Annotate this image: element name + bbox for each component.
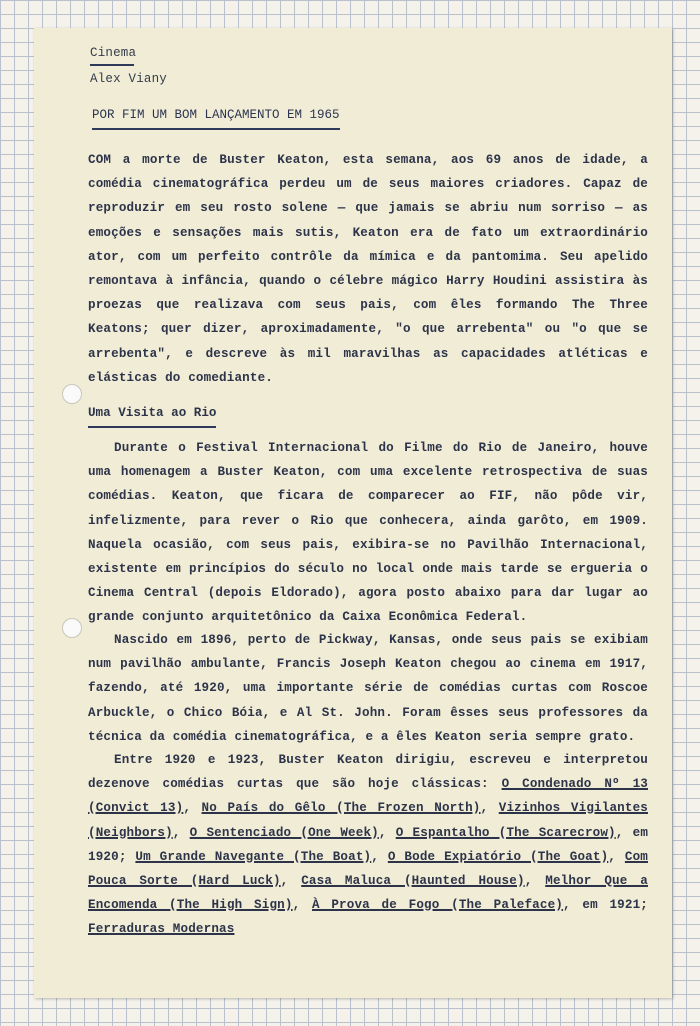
- film-title: O Espantalho (The Scarecrow): [395, 825, 616, 840]
- separator: ,: [524, 874, 546, 889]
- film-title: O Bode Expiatório (The Goat): [387, 849, 609, 864]
- section-label: Cinema: [90, 46, 137, 60]
- article-title: POR FIM UM BOM LANÇAMENTO EM 1965: [92, 108, 340, 130]
- film-title: À Prova de Fogo (The Paleface): [311, 898, 564, 913]
- film-title: Vizinhos Vigilantes (Neighbors): [88, 801, 648, 840]
- section-heading: Uma Visita ao Rio: [88, 406, 216, 428]
- section-underline: [90, 64, 134, 66]
- punch-hole: [62, 384, 82, 404]
- paragraph-4: [88, 748, 648, 942]
- film-title: Melhor Que a Encomenda (The High Sign): [88, 874, 648, 913]
- author-name: Alex Viany: [90, 72, 168, 86]
- separator: ,: [480, 801, 499, 816]
- paragraph-1: COM a morte de Buster Keaton, esta semana, aos 69 anos de idade, a comédia cinematográfica perdeu um de seus maiores criadores. Capaz de reproduzir em seu rosto solene — que jamais se abriu num sorriso — as emoções e sensações mais sutis, Keaton era de fato um extraordinário ator, com um perfeito contrôle da mímica e da pantomima. Seu apelido remontava à infância, quando o célebre mágico Harry Houdini assistira às proezas que realizava com seus pais, com êles formando The Three Keatons; quer dizer, aproximadamente, "o que arrebenta" ou "o que se arrebenta", e descreve às mil maravilhas as capacidades atléticas e elásticas do comediante.: [88, 153, 648, 385]
- film-title: Casa Maluca (Haunted House): [301, 874, 525, 889]
- paragraph-3: Nascido em 1896, perto de Pickway, Kansas, onde seus pais se exibiam num pavilhão ambulante, Francis Joseph Keaton chegou ao cinema em 1917, fazendo, até 1920, uma importante série de comédias curtas com Roscoe Arbuckle, o Chico Bóia, e Al St. John. Foram êsses seus professores da técnica da comédia cinematográfica, e a êles Keaton seria sempre grato.: [88, 633, 648, 744]
- separator: , em 1921;: [563, 898, 649, 913]
- paragraph-2: Durante o Festival Internacional do Filme do Rio de Janeiro, houve uma homenagem a Buster Keaton, com uma excelente retrospectiva de suas comédias. Keaton, que ficara de comparecer ao FIF, não pôde vir, infelizmente, para rever o Rio que conhecera, ainda garôto, em 1909. Naquela ocasião, com seus pais, exibira-se no Pavilhão Internacional, existente em princípios do século no local onde mais tarde se ergueria o Cinema Central (depois Eldorado), agora posto abaixo para dar lugar ao grande conjunto arquitetônico da Caixa Econômica Federal.: [88, 441, 648, 625]
- punch-hole: [62, 618, 82, 638]
- separator: ,: [280, 874, 302, 889]
- separator: ,: [378, 825, 396, 840]
- film-title: Ferraduras Modernas: [88, 922, 235, 937]
- film-title: Com Pouca Sorte (Hard Luck): [88, 849, 648, 889]
- film-title: Um Grande Navegante (The Boat): [135, 849, 372, 864]
- film-title: No País do Gêlo (The Frozen North): [201, 801, 481, 816]
- separator: ,: [183, 801, 202, 816]
- separator: , em 1920;: [88, 825, 649, 864]
- separator: ,: [608, 849, 625, 864]
- paragraph-4-intro: Entre 1920 e 1923, Buster Keaton dirigiu, escreveu e interpretou dezenove comédias curtas que são hoje clássicas:: [88, 753, 648, 792]
- film-title: O Condenado Nº 13 (Convict 13): [88, 777, 648, 816]
- typewritten-sheet: [34, 28, 672, 998]
- separator: ,: [172, 825, 190, 840]
- separator: ,: [292, 898, 312, 913]
- separator: ,: [371, 849, 388, 864]
- film-title: O Sentenciado (One Week): [189, 825, 379, 840]
